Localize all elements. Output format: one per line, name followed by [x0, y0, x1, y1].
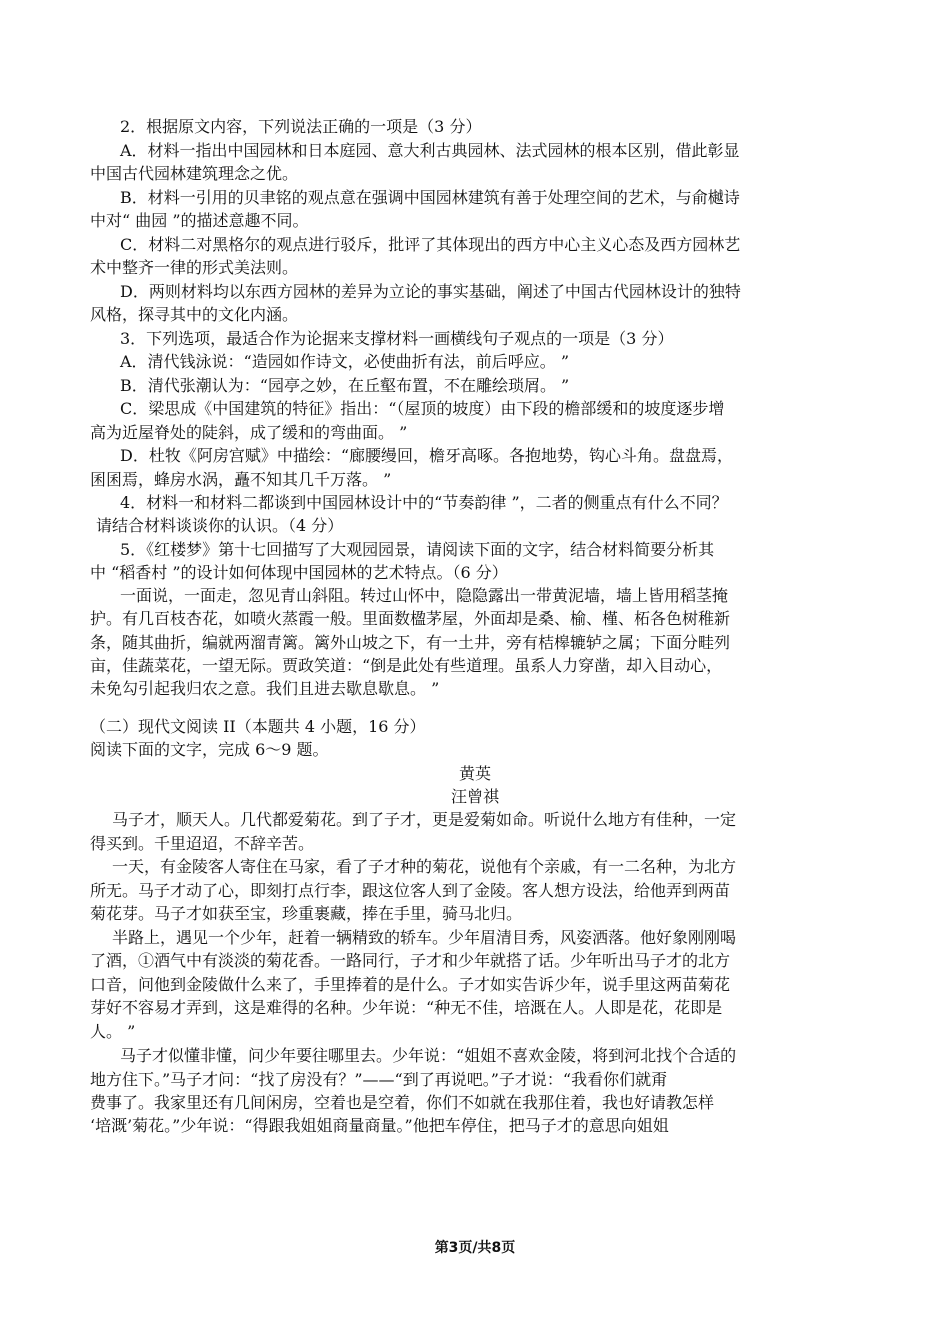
story-line: 所无。马子才动了心，即刻打点行李，跟这位客人到了金陵。客人想方设法，给他弄到两苗 — [90, 881, 731, 900]
story-line: 马子才似懂非懂，问少年要往哪里去。少年说：“姐姐不喜欢金陵，将到河北找个合适的 — [120, 1046, 737, 1065]
q2-stem: 2．根据原文内容，下列说法正确的一项是（3 分） — [120, 117, 482, 136]
q2-option-b: B．材料一引用的贝聿铭的观点意在强调中国园林建筑有善于处理空间的艺术，与俞樾诗 — [120, 188, 740, 207]
story-line: 马子才，顺天人。几代都爱菊花。到了子才，更是爱菊如命。听说什么地方有佳种，一定 — [112, 810, 737, 829]
story-author: 汪曾祺 — [450, 787, 499, 806]
q2-option-c: C．材料二对黑格尔的观点进行驳斥，批评了其体现出的西方中心主义心态及西方园林艺 — [120, 235, 741, 254]
story-line: 费事了。我家里还有几间闲房，空着也是空着，你们不如就在我那住着，我也好请教怎样 — [90, 1093, 715, 1112]
story-line: 人。 ” — [90, 1022, 136, 1041]
excerpt-line: 亩，佳蔬菜花，一望无际。贾政笑道：“倒是此处有些道理。虽系人力穿凿，却入目动心， — [90, 656, 723, 675]
q2-option-d-cont: 风格，探寻其中的文化内涵。 — [90, 305, 299, 324]
story-line: 半路上，遇见一个少年，赶着一辆精致的轿车。少年眉清目秀，风姿洒落。他好象刚刚喝 — [112, 928, 737, 947]
q2-option-b-cont: 中对“ 曲园 ”的描述意趣不同。 — [90, 211, 309, 230]
story-title: 黄英 — [458, 764, 491, 783]
q3-option-d-cont: 囷囷焉，蜂房水涡，矗不知其几千万落。 ” — [90, 470, 392, 489]
section-heading: （二）现代文阅读 II（本题共 4 小题，16 分） — [90, 717, 426, 736]
q4-line-2: 请结合材料谈谈你的认识。（4 分） — [96, 516, 344, 535]
q2-option-a-cont: 中国古代园林建筑理念之优。 — [90, 164, 299, 183]
q3-option-a: A．清代钱泳说：“造园如作诗文，必使曲折有法，前后呼应。 ” — [120, 352, 570, 371]
q2-option-a: A．材料一指出中国园林和日本庭园、意大利古典园林、法式园林的根本区别，借此彰显 — [120, 141, 740, 160]
q4-line-1: 4．材料一和材料二都谈到中国园林设计中的“节奏韵律 ”，二者的侧重点有什么不同？ — [120, 493, 728, 512]
story-line: 一天，有金陵客人寄住在马家，看了子才种的菊花，说他有个亲戚，有一二名种，为北方 — [112, 857, 737, 876]
q3-option-d: D．杜牧《阿房宫赋》中描绘：“廊腰缦回，檐牙高啄。各抱地势，钩心斗角。盘盘焉， — [120, 446, 734, 465]
story-line: 了酒，①酒气中有淡淡的菊花香。一路同行，子才和少年就搭了话。少年听出马子才的北方 — [90, 951, 731, 970]
q5-line-1: 5．《红楼梦》第十七回描写了大观园园景，请阅读下面的文字，结合材料简要分析其 — [120, 540, 715, 559]
story-line: 得买到。千里迢迢，不辞辛苦。 — [90, 834, 315, 853]
excerpt-line: 护。有几百枝杏花，如喷火蒸霞一般。里面数楹茅屋，外面却是桑、榆、槿、柘各色树稚新 — [90, 609, 731, 628]
q3-stem: 3．下列选项，最适合作为论据来支撑材料一画横线句子观点的一项是（3 分） — [120, 329, 674, 348]
story-line: 菊花芽。马子才如获至宝，珍重裹藏，捧在手里，骑马北归。 — [90, 904, 523, 923]
q2-option-d: D．两则材料均以东西方园林的差异为立论的事实基础，阐述了中国古代园林设计的独特 — [120, 282, 741, 301]
q2-option-c-cont: 术中整齐一律的形式美法则。 — [90, 258, 299, 277]
story-line: 地方住下。”马子才问：“找了房没有？”——“到了再说吧。”子才说：“我看你们就甭 — [90, 1070, 668, 1089]
page-number: 第3页/共8页 — [434, 1240, 516, 1256]
q5-line-2: 中 “稻香村 ”的设计如何体现中国园林的艺术特点。（6 分） — [90, 563, 508, 582]
excerpt-line: 条，随其曲折，编就两溜青篱。篱外山坡之下，有一土井，旁有桔槔辘轳之属；下面分畦列 — [90, 633, 731, 652]
q3-option-b: B．清代张潮认为：“园亭之妙，在丘壑布置，不在雕绘琐屑。 ” — [120, 376, 570, 395]
excerpt-line: 未免勾引起我归农之意。我们且进去歇息歇息。 ” — [90, 679, 440, 698]
story-line: ‘培溉’菊花。”少年说：“得跟我姐姐商量商量。”他把车停住，把马子才的意思向姐姐 — [90, 1116, 669, 1135]
story-line: 口音，问他到金陵做什么来了，手里捧着的是什么。子才如实告诉少年，说手里这两苗菊花 — [90, 975, 731, 994]
excerpt-line: 一面说，一面走，忽见青山斜阻。转过山怀中，隐隐露出一带黄泥墙，墙上皆用稻茎掩 — [120, 586, 729, 605]
q3-option-c-cont: 高为近屋脊处的陡斜，成了缓和的弯曲面。 ” — [90, 423, 408, 442]
q3-option-c: C．梁思成《中国建筑的特征》指出：“（屋顶的坡度）由下段的檐部缓和的坡度逐步增 — [120, 399, 725, 418]
section-instruction: 阅读下面的文字，完成 6～9 题。 — [90, 740, 329, 759]
story-line: 芽好不容易才弄到，这是难得的名种。少年说：“种无不佳，培溉在人。人即是花，花即是 — [90, 998, 723, 1017]
